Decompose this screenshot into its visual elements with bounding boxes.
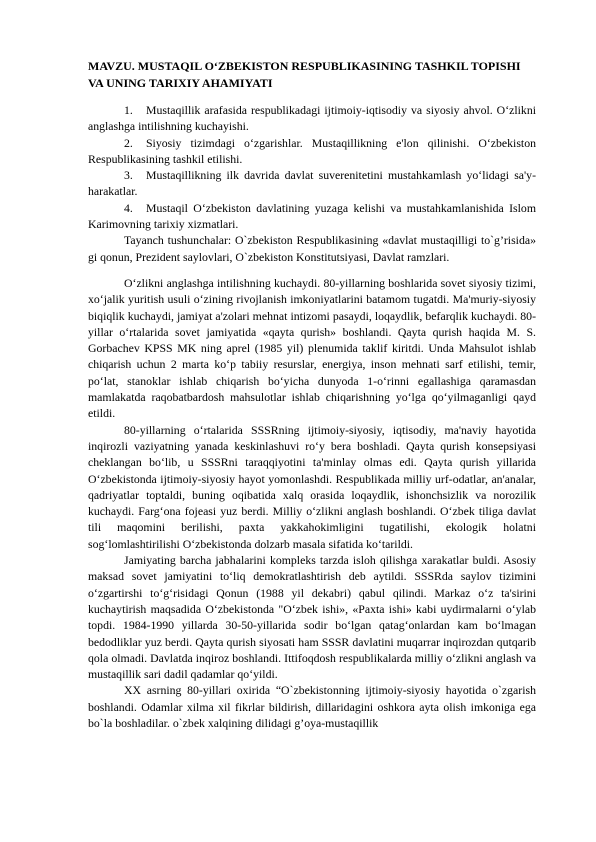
plan-item-text: Mustaqillik arafasida respublikadagi ijtimoiy-iqtisodiy va siyosiy ahvol. O‘zlikni anglashga intilishning kuchayishi. xyxy=(88,103,536,134)
plan-item-number: 1. xyxy=(124,103,133,117)
plan-list xyxy=(88,102,536,265)
plan-item-text: Mustaqil O‘zbekiston davlatining yuzaga kelishi va mustahkamlanishida Islom Karimovning tarixiy xizmatlari. xyxy=(88,200,536,232)
plan-item-text: Mustaqillikning ilk davrida davlat suverenitetini mustahkamlash yo‘lidagi sa'y-harakatlar. xyxy=(88,168,536,199)
body-paragraph: XX asrning 80-yillari oxirida “O`zbekistonning ijtimoiy-siyosiy hayotida o`zgarish boshlandi. Odamlar xilma xil fikrlar bildirish, dillaridagini oshkora ayta olish imkoniga ega bo`la boshladilar. o`zbek xalqining dilidagi g’oya-mustaqillik xyxy=(88,683,536,730)
body-paragraph: Jamiyating barcha jabhalarini kompleks tarzda isloh qilishga xarakatlar buldi. Asosiy maksad sovet jamiyatini to‘liq demokratlashtirish deb aytildi. SSSRda saylov tizimini o‘zgartirshi to‘g‘risidagi Qonun (1988 yil dekabri) qabul qilindi. Markaz o‘z ta'sirini kuchaytirish maqsadida O‘zbekistonda "O‘zbek ishi», «Paxta ishi» kabi uydirmalarni o‘ylab topdi. 1984-1990 yillarda 30-50-yillarida sodir bo‘lgan qatag‘onlardan kam bo‘lmagan bedodliklar yuz berdi. Qayta qurish siyosati ham SSSR davlatini muqarrar inqirozdan qutqarib qola olmadi. Davlatda inqiroz boshlandi. Ittifoqdosh respublikalarda milliy o‘zlikni anglash va mustaqillik sari dadil qadamlar qo‘yildi. xyxy=(88,553,536,682)
plan-item-text: Siyosiy tizimdagi o‘zgarishlar. Mustaqillikning e'lon qilinishi. O‘zbekiston Respublikasining tashkil etilishi. xyxy=(88,135,536,166)
document-title: MAVZU. MUSTAQIL O‘ZBEKISTON RESPUBLIKASINING TASHKIL TOPISHI VA UNING TARIXIY AHAMIYATI xyxy=(88,59,521,90)
key-terms: Tayanch tushunchalar: O`zbekiston Respublikasining «davlat mustaqilligi to`g’risida» gi qonun, Prezident saylovlari, O`zbekiston Konstitutsiyasi, Davlat ramzlari. xyxy=(88,233,536,264)
plan-item xyxy=(88,167,536,200)
plan-item xyxy=(88,135,536,168)
plan-item xyxy=(88,102,536,135)
plan-item-number: 2. xyxy=(124,135,133,150)
body-paragraph: O‘zlikni anglashga intilishning kuchaydi. 80-yillarning boshlarida sovet siyosiy tizimi, xo‘jalik yuritish usuli o‘zining rivojlanish imkoniyatlarini batamom tugatdi. Ma'muriy-siyosiy biqiqlik kuchaydi, jamiyat a'zolari mehnat intizomi pasaydi, loqaydlik, befarqlik kuchaydi. 80-yillar o‘rtalarida sovet jamiyatida «qayta qurish» boshlandi. Qayta qurish haqida M. S. Gorbachev KPSS MK ning aprel (1985 yil) plenumida taklif kiritdi. Unda Mahsulot ishlab chiqarish uchun 2 marta ko‘p tabiiy resurslar, energiya, inson mehnati sarf etilishi, temir, po‘lat, stanoklar ishlab chiqarish bo‘yicha dunyoda 1-o‘rinni egallashiga qaramasdan mamlakatda raqobatbardosh mahsulotlar ishlab chiqarishning yo‘lga qo‘yilmaganligi qayd etildi. xyxy=(88,275,536,421)
plan-item-number: 3. xyxy=(124,168,133,183)
body-paragraph: 80-yillarning o‘rtalarida SSSRning ijtimoiy-siyosiy, iqtisodiy, ma'naviy hayotida inqirozli vaziyatning yanada keskinlashuvi ro‘y bera boshladi. Qayta qurish konsepsiyasi cheklangan bo‘lib, u SSSRni taraqqiyotini ta'minlay olmas edi. Qayta qurish yillarida O‘zbekistonda ijtimoiy-siyosiy hayot yomonlashdi. Respublikada milliy urf-odatlar, an'analar, qadriyatlar toptaldi, buning oqibatida xalq orasida loqaydlik, ishonchsizlik va norozilik kuchaydi. Farg‘ona fojeasi yuz berdi. Milliy o‘zlikni anglash boshlandi. O‘zbek tiliga davlat tili maqomini berilishi, paxta yakkahokimligini tugatilishi, ekologik holatni sog‘lomlashtirilishi O‘zbekistonda dolzarb masala sifatida ko‘tarildi. xyxy=(88,422,536,551)
document-page xyxy=(88,58,536,731)
plan-item xyxy=(88,200,536,233)
plan-item-number: 4. xyxy=(124,200,133,215)
